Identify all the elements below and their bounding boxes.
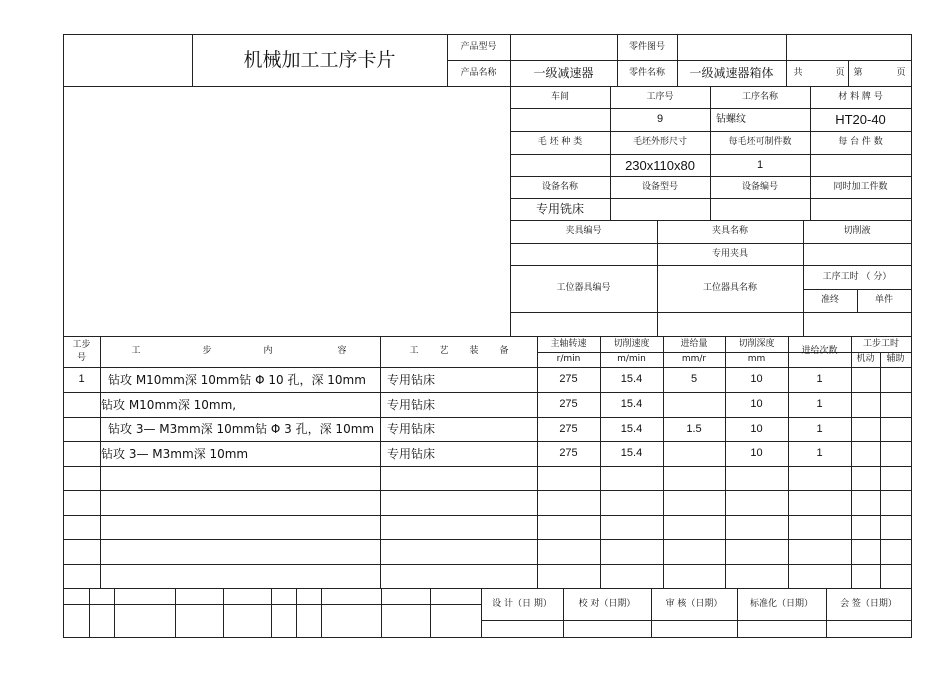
row-depth: 10: [750, 422, 763, 435]
row-content: 钻攻 3— M3mm深 10mm: [101, 446, 249, 461]
process-name-label: 工序名称: [741, 91, 778, 102]
speed-unit: m/min: [617, 354, 646, 364]
grid-line: [296, 588, 297, 637]
border-bottom: [63, 637, 912, 638]
review-signature-label: 审 核（日期）: [665, 598, 723, 609]
row-content: 钻攻 M10mm深 10mm,: [101, 397, 237, 412]
row-spindle: 275: [559, 447, 578, 459]
card-title: 机械加工工序卡片: [243, 48, 396, 71]
equipment-header-char: 艺: [439, 346, 449, 356]
row-passes: 1: [816, 447, 823, 459]
grid-line: [63, 490, 912, 491]
total-pages-label: 共: [793, 67, 803, 78]
equip-name-value: 专用铣床: [535, 202, 584, 216]
row-spindle: 275: [559, 398, 578, 410]
equip-name-label: 设备名称: [541, 181, 578, 192]
product-name-value: 一级减速器: [533, 66, 594, 80]
row-depth: 10: [750, 398, 763, 410]
row-content: 钻攻 M10mm深 10mm钻 Φ 10 孔，深 10mm: [108, 372, 366, 387]
step-time-header: 工步工时: [862, 338, 899, 349]
row-speed: 15.4: [620, 447, 643, 459]
process-name-value: 钻螺纹: [716, 113, 746, 125]
grid-line: [63, 539, 912, 540]
grid-line: [223, 588, 224, 637]
grid-line: [786, 34, 787, 86]
equipment-header: [380, 336, 537, 367]
row-content: 钻攻 3— M3mm深 10mm钻 Φ 3 孔，深 10mm: [108, 422, 375, 436]
grid-line: [380, 336, 381, 588]
fixture-name-value: 专用夹具: [711, 248, 748, 259]
content-header-char: 内: [263, 346, 273, 356]
content-header: [100, 336, 380, 367]
row-step-no: 1: [78, 373, 85, 385]
product-name-label: 产品名称: [460, 67, 497, 78]
row-speed: 15.4: [620, 373, 643, 385]
coolant-label: 切削液: [843, 226, 871, 236]
spindle-header: 主轴转速: [550, 338, 587, 349]
equip-no-label: 设备编号: [741, 181, 778, 192]
station-tool-name-label: 工位器具名称: [702, 283, 757, 293]
grid-line: [381, 588, 382, 637]
row-depth: 10: [750, 373, 763, 385]
simultaneous-parts-label: 同时加工件数: [833, 181, 888, 192]
content-header-char: 步: [202, 346, 212, 356]
sheet-unit: 页: [896, 67, 906, 78]
grid-line: [89, 588, 90, 637]
part-name-value: 一级减速器箱体: [689, 66, 774, 80]
material-label: 材 料 牌 号: [838, 91, 883, 102]
row-feed: [663, 392, 725, 417]
fixture-no-label: 夹具编号: [565, 226, 602, 236]
equip-model-label: 设备型号: [641, 181, 678, 192]
row-equipment: 专用钻床: [387, 422, 436, 436]
content-header-char: 容: [337, 346, 347, 356]
speed-header: 切削速度: [613, 338, 650, 349]
process-time-label: 工序工时 （ 分）: [822, 271, 892, 282]
row-passes: 1: [816, 398, 823, 410]
row-passes: 1: [816, 373, 823, 385]
product-model-value: [510, 34, 617, 60]
parts-per-blank-value: 1: [756, 158, 764, 171]
feed-header: 进给量: [680, 338, 708, 349]
process-no-label: 工序号: [646, 91, 674, 102]
step-no-header-text: 工步号: [72, 339, 91, 363]
standard-signature-label: 标准化（日期）: [749, 598, 813, 609]
grid-line: [271, 588, 272, 637]
workshop-value: [510, 108, 610, 131]
design-signature-label: 设 计（日 期）: [492, 598, 552, 609]
per-piece-label: 单件: [874, 295, 893, 305]
spindle-unit: r/min: [556, 354, 581, 364]
grid-line: [175, 588, 176, 637]
row-equipment: 专用钻床: [387, 372, 436, 387]
station-tool-no-label: 工位器具编号: [556, 283, 611, 293]
row-step-no: [63, 392, 100, 417]
workshop-label: 车间: [550, 91, 569, 102]
grid-line: [114, 588, 115, 637]
content-header-char: 工: [131, 346, 141, 356]
step-no-header: [63, 336, 100, 367]
machine-time-header: 机动: [856, 354, 875, 364]
grid-line: [510, 312, 912, 313]
row-equipment: 专用钻床: [387, 446, 436, 461]
border-right: [911, 34, 912, 637]
row-spindle: 275: [559, 422, 578, 435]
product-model-label: 产品型号: [460, 41, 497, 52]
per-unit-label: 每 台 件 数: [838, 137, 883, 147]
grid-line: [63, 466, 912, 467]
row-speed: 15.4: [620, 422, 643, 435]
passes-header: 进给次数: [801, 346, 838, 356]
grid-line: [63, 564, 912, 565]
grid-line: [63, 515, 912, 516]
check-signature-label: 校 对（日期）: [578, 598, 636, 609]
part-no-label: 零件图号: [628, 41, 665, 52]
row-passes: 1: [816, 422, 823, 435]
equipment-header-char: 工: [409, 346, 419, 356]
grid-line: [851, 336, 852, 588]
total-pages-unit: 页: [835, 67, 845, 78]
grid-line: [63, 604, 481, 605]
blank-size-label: 毛坯外形尺寸: [632, 137, 687, 147]
part-name-label: 零件名称: [628, 67, 665, 78]
blank-type-label: 毛 坯 种 类: [537, 137, 583, 147]
grid-line: [481, 620, 912, 621]
equipment-header-char: 装: [469, 346, 479, 356]
countersign-label: 会 签（日期）: [840, 598, 897, 609]
sheet-label: 第: [853, 67, 863, 78]
row-depth: 10: [750, 447, 763, 459]
row-feed: 1.5: [686, 422, 702, 435]
blank-type-value: [510, 154, 610, 176]
prep-end-label: 准终: [820, 295, 839, 305]
row-feed: [663, 441, 725, 466]
aux-time-header: 辅助: [886, 354, 905, 364]
grid-line: [880, 352, 881, 588]
feed-unit: mm/r: [681, 354, 707, 364]
per-unit-value: [810, 154, 911, 176]
row-equipment: 专用钻床: [387, 397, 436, 412]
row-feed: 5: [690, 373, 698, 385]
parts-per-blank-label: 每毛坯可制件数: [728, 137, 792, 147]
depth-header: 切削深度: [738, 338, 775, 349]
part-no-value: [677, 34, 786, 60]
row-step-no: [63, 441, 100, 466]
grid-line: [848, 60, 849, 86]
grid-line: [321, 588, 322, 637]
fixture-name-label: 夹具名称: [711, 226, 748, 236]
row-spindle: 275: [559, 373, 578, 385]
blank-size-value: 230x110x80: [625, 157, 695, 173]
row-speed: 15.4: [620, 398, 643, 410]
depth-unit: mm: [747, 354, 766, 364]
grid-line: [430, 588, 431, 637]
row-step-no: [63, 417, 100, 441]
equipment-header-char: 备: [499, 346, 509, 356]
material-value: HT20-40: [835, 112, 886, 127]
process-no-value: 9: [656, 113, 664, 125]
